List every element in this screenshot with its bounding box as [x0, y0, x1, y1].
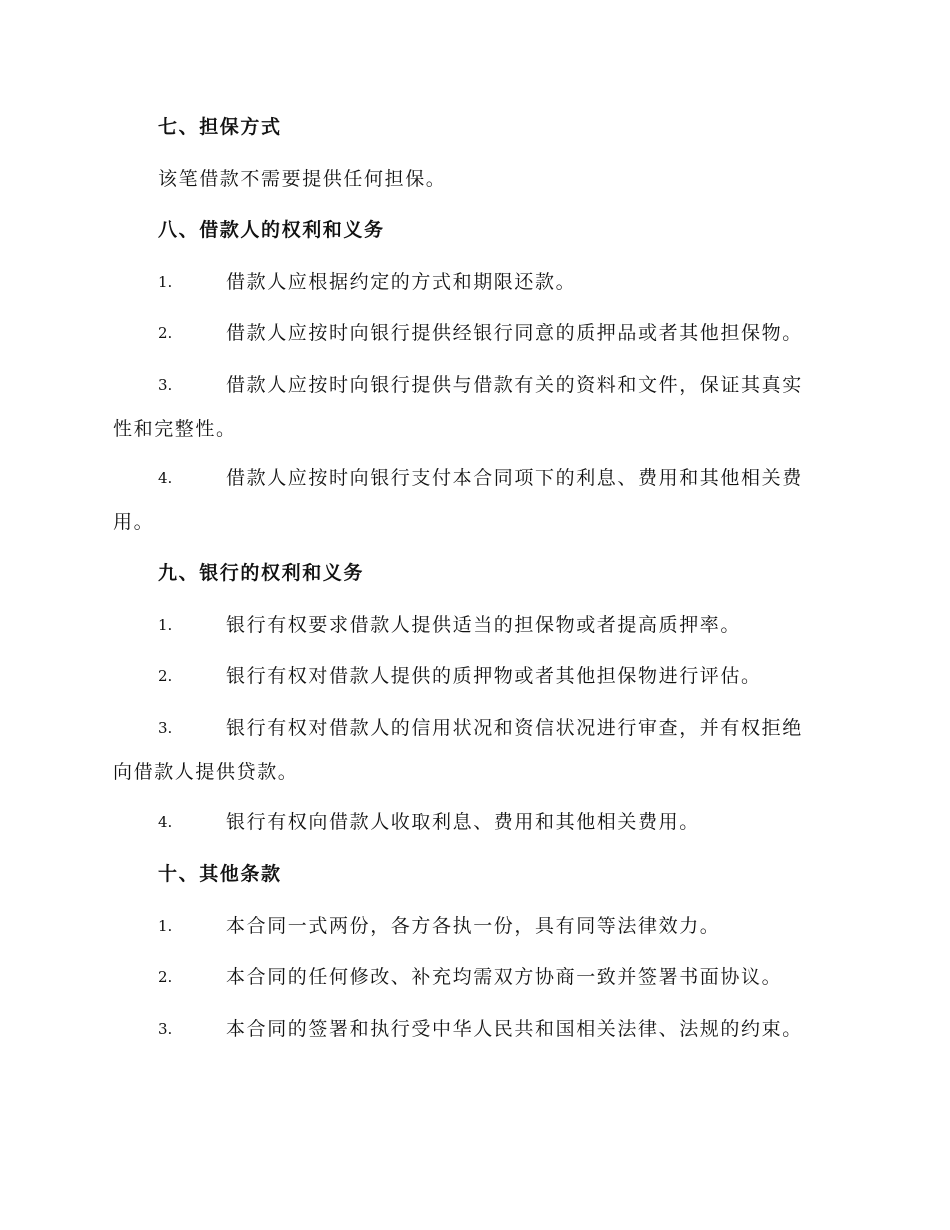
list-item-number: 2.	[158, 968, 173, 986]
list-item-text: 本合同一式两份，各方各执一份，具有同等法律效力。	[226, 915, 721, 937]
list-item-number: 2.	[158, 324, 173, 342]
list-item-number: 4.	[158, 813, 173, 831]
list-item-text: 借款人应按时向银行提供与借款有关的资料和文件，保证其真实	[226, 374, 803, 396]
list-item-number: 1.	[158, 273, 173, 291]
section-heading-bank-rights: 九、银行的权利和义务	[158, 562, 365, 584]
list-item-number: 2.	[158, 667, 173, 685]
list-item-number: 3.	[158, 1020, 173, 1038]
list-item-text: 银行有权向借款人收取利息、费用和其他相关费用。	[226, 811, 700, 833]
list-item-text: 借款人应按时向银行支付本合同项下的利息、费用和其他相关费	[226, 467, 803, 489]
list-item-number: 3.	[158, 719, 173, 737]
list-item-number: 1.	[158, 616, 173, 634]
list-item-text-continued: 用。	[113, 511, 155, 533]
list-item-text: 银行有权对借款人的信用状况和资信状况进行审查，并有权拒绝	[226, 717, 803, 739]
list-item-number: 3.	[158, 376, 173, 394]
list-item-text: 银行有权对借款人提供的质押物或者其他担保物进行评估。	[226, 665, 762, 687]
list-item-number: 1.	[158, 917, 173, 935]
list-item-text-continued: 性和完整性。	[113, 418, 237, 440]
list-item-text: 借款人应根据约定的方式和期限还款。	[226, 271, 577, 293]
list-item-text-continued: 向借款人提供贷款。	[113, 761, 299, 783]
section-paragraph-guarantee: 该笔借款不需要提供任何担保。	[158, 168, 447, 190]
section-heading-guarantee: 七、担保方式	[158, 116, 282, 138]
list-item-number: 4.	[158, 469, 173, 487]
list-item-text: 本合同的签署和执行受中华人民共和国相关法律、法规的约束。	[226, 1018, 803, 1040]
list-item-text: 借款人应按时向银行提供经银行同意的质押品或者其他担保物。	[226, 322, 803, 344]
section-heading-borrower-rights: 八、借款人的权利和义务	[158, 219, 385, 241]
list-item-text: 银行有权要求借款人提供适当的担保物或者提高质押率。	[226, 614, 742, 636]
list-item-text: 本合同的任何修改、补充均需双方协商一致并签署书面协议。	[226, 966, 783, 988]
section-heading-other-terms: 十、其他条款	[158, 863, 282, 885]
